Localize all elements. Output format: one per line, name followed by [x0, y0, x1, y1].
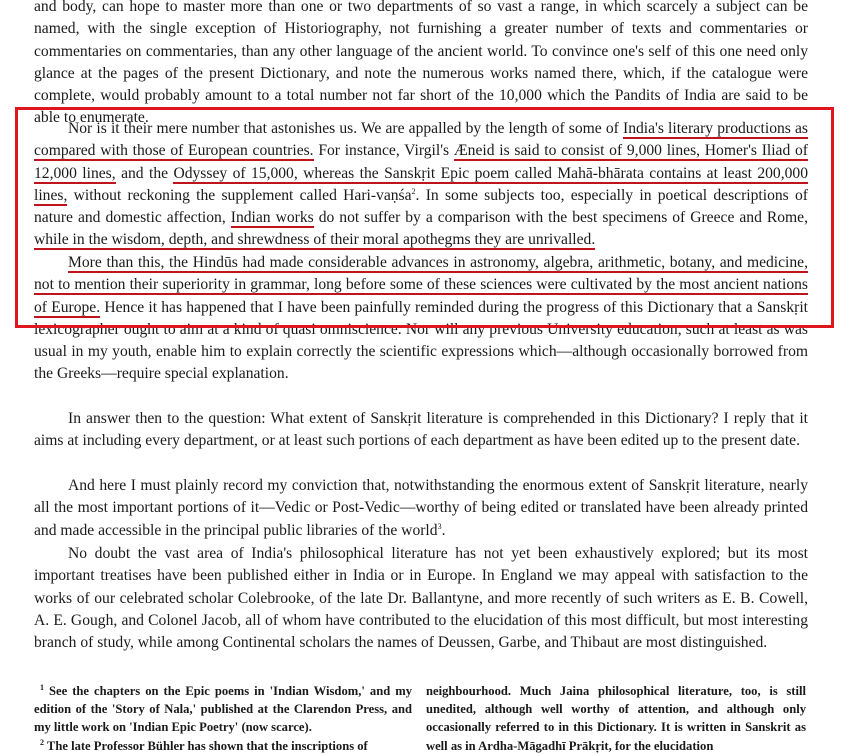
text-segment: Nor is it their mere number that astonishes us. We are appalled by the length of some of	[68, 120, 623, 137]
footnotes-right-column: neighbourhood. Much Jaina philosophical literature, too, is still unedited, although well worthy of attention, and although only occasionally referred to in this Dictionary. It is written in Sanskrit as well as in Ardha-Māgadhī Prākṛit, for the elucidation	[426, 684, 806, 753]
footnote-ref: 2	[411, 186, 416, 196]
footnote-text: See the chapters on the Epic poems in 'Indian Wisdom,' and my edition of the 'Story of Nala,' published at the Clarendon Press, and my little work on 'Indian Epic Poetry' (now scarce).	[34, 684, 413, 735]
underlined-phrase: Indian works	[230, 209, 314, 227]
underlined-phrase: Odyssey of 15,000, whereas the Sanskṛit Epic poem called Mahā-bhārata contains at least 200,000 lines,	[34, 164, 808, 204]
paragraph-intro: and body, can hope to master more than one or two departments of so vast a range, in which scarcely a subject can be named, with the single exception of Historiography, not furnishing a greater number of texts and commentaries or commentaries on commentaries, than any other language of the ancient world. To convince one's self of this one need only glance at the pages of the present Dictionary, and note the numerous works named there, which, if the catalogue were complete, would probably amount to a total number not far short of the 10,000 which the Pandits of India are said to be able to enumerate.	[34, 0, 808, 127]
paragraph-conviction	[34, 475, 808, 542]
footnote-text: The late Professor Bühler has shown that the inscriptions of	[46, 738, 368, 753]
underlined-phrase: Æneid is said to consist of 9,000 lines, Homer's Iliad of 12,000 lines,	[34, 142, 809, 182]
footnote-2	[34, 737, 412, 755]
paragraph-literary-length	[34, 118, 808, 252]
underlined-phrase: More than this, the Hindūs had made considerable advances in astronomy, algebra, arithmetic, botany, and medicine, not to mention their superiority in grammar, long before some of these sciences were cultivated by the most ancient nations of Europe.	[34, 254, 808, 316]
underlined-phrase: India's literary productions as compared with those of European countries.	[34, 120, 808, 160]
text-segment: Hence it has happened that I have been painfully reminded during the progress of this Dictionary that a Sanskṛit lexicographer ought to aim at a kind of quasi omniscience. Nor will any previous University education, such at least as was usual in my youth, enable him to explain correctly the scientific expressions which—although occasionally borrowed from the Greeks—require special explanation.	[34, 298, 808, 383]
paragraph-philosophy: No doubt the vast area of India's philosophical literature has not yet been exhaustively explored; but its most important treatises have been published either in India or in Europe. In England we may appeal with satisfaction to the works of our celebrated scholar Colebrooke, of the late Dr. Ballantyne, and more recently of such writers as E. B. Cowell, A. E. Gough, and Colonel Jacob, all of whom have contributed to the elucidation of this most difficult, but most interesting branch of study, while among Continental scholars the names of Deussen, Garbe, and Thibaut are most distinguished.	[34, 545, 808, 652]
footnote-ref: 3	[437, 521, 442, 531]
text-segment: And here I must plainly record my conviction that, notwithstanding the enormous extent of Sanskṛit literature, nearly all the most important portions of it—Vedic or Post-Vedic—worthy of being edited or translated have been already printed and made accessible in the principal public libraries of the world	[34, 477, 808, 539]
text-segment: For instance, Virgil's	[313, 142, 454, 160]
footnote-1	[34, 682, 412, 737]
paragraph-sciences	[34, 252, 808, 386]
footnote-number: 2	[40, 737, 44, 747]
text-segment: do not suffer by a comparison with the best specimens of Greece and Rome,	[313, 209, 809, 227]
text-segment: and the	[115, 164, 174, 182]
underlined-phrase: while in the wisdom, depth, and shrewdness of their moral apothegms they are unrivalled.	[34, 231, 596, 249]
footnotes-left-column	[34, 682, 412, 755]
text-segment: . In some subjects too, especially in poetical descriptions of nature and domestic affection,	[34, 186, 808, 227]
text-segment: .	[441, 521, 446, 539]
footnote-number: 1	[40, 682, 44, 692]
paragraph-question: In answer then to the question: What extent of Sanskṛit literature is comprehended in this Dictionary? I reply that it aims at including every department, or at least such portions of each department as have been edited up to the present date.	[34, 410, 808, 450]
text-segment: without reckoning the supplement called Hari-vaṇśa	[67, 186, 412, 204]
